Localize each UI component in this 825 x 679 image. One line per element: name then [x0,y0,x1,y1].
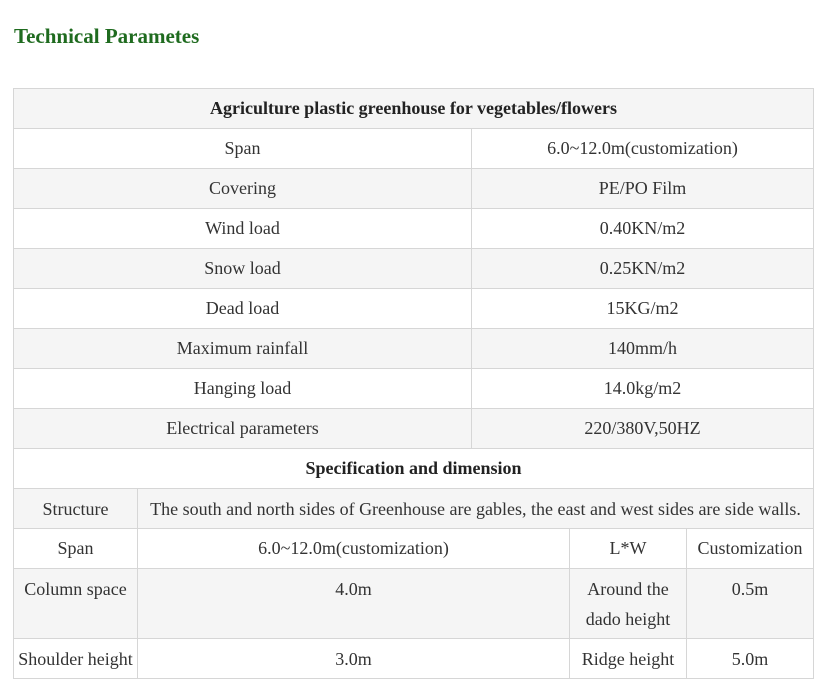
spec-label: Ridge height [570,639,687,679]
table-row [14,639,814,679]
param-label: Wind load [14,209,472,249]
param-label: Dead load [14,289,472,329]
param-value: 140mm/h [472,329,814,369]
table-row [14,249,814,289]
spec-value: 4.0m [138,569,570,639]
table-row [14,529,814,569]
spec-header: Specification and dimension [14,449,814,489]
param-value: PE/PO Film [472,169,814,209]
structure-value: The south and north sides of Greenhouse are gables, the east and west sides are side walls. [138,489,814,529]
param-value: 15KG/m2 [472,289,814,329]
table-row [14,209,814,249]
param-label: Electrical parameters [14,409,472,449]
param-label: Maximum rainfall [14,329,472,369]
param-value: 0.25KN/m2 [472,249,814,289]
technical-parameters-table [13,88,814,679]
param-value: 6.0~12.0m(customization) [472,129,814,169]
spec-value: 5.0m [687,639,814,679]
page-title: Technical Parametes [14,24,200,48]
table-row [14,449,814,489]
table-row [14,169,814,209]
param-label: Snow load [14,249,472,289]
spec-label: L*W [570,529,687,569]
table-row [14,489,814,529]
table-row [14,569,814,639]
table-header: Agriculture plastic greenhouse for vegetables/flowers [14,89,814,129]
table-row [14,289,814,329]
spec-label: Span [14,529,138,569]
param-value: 14.0kg/m2 [472,369,814,409]
param-value: 220/380V,50HZ [472,409,814,449]
spec-value: 0.5m [687,569,814,639]
spec-value: 3.0m [138,639,570,679]
table-row [14,89,814,129]
spec-label: Shoulder height [14,639,138,679]
spec-value: 6.0~12.0m(customization) [138,529,570,569]
table-row [14,329,814,369]
table-row [14,129,814,169]
spec-label: Around the dado height [570,569,687,639]
table-row [14,369,814,409]
table-row [14,409,814,449]
spec-label: Column space [14,569,138,639]
spec-value: Customization [687,529,814,569]
param-label: Covering [14,169,472,209]
param-label: Span [14,129,472,169]
param-label: Hanging load [14,369,472,409]
param-value: 0.40KN/m2 [472,209,814,249]
structure-label: Structure [14,489,138,529]
